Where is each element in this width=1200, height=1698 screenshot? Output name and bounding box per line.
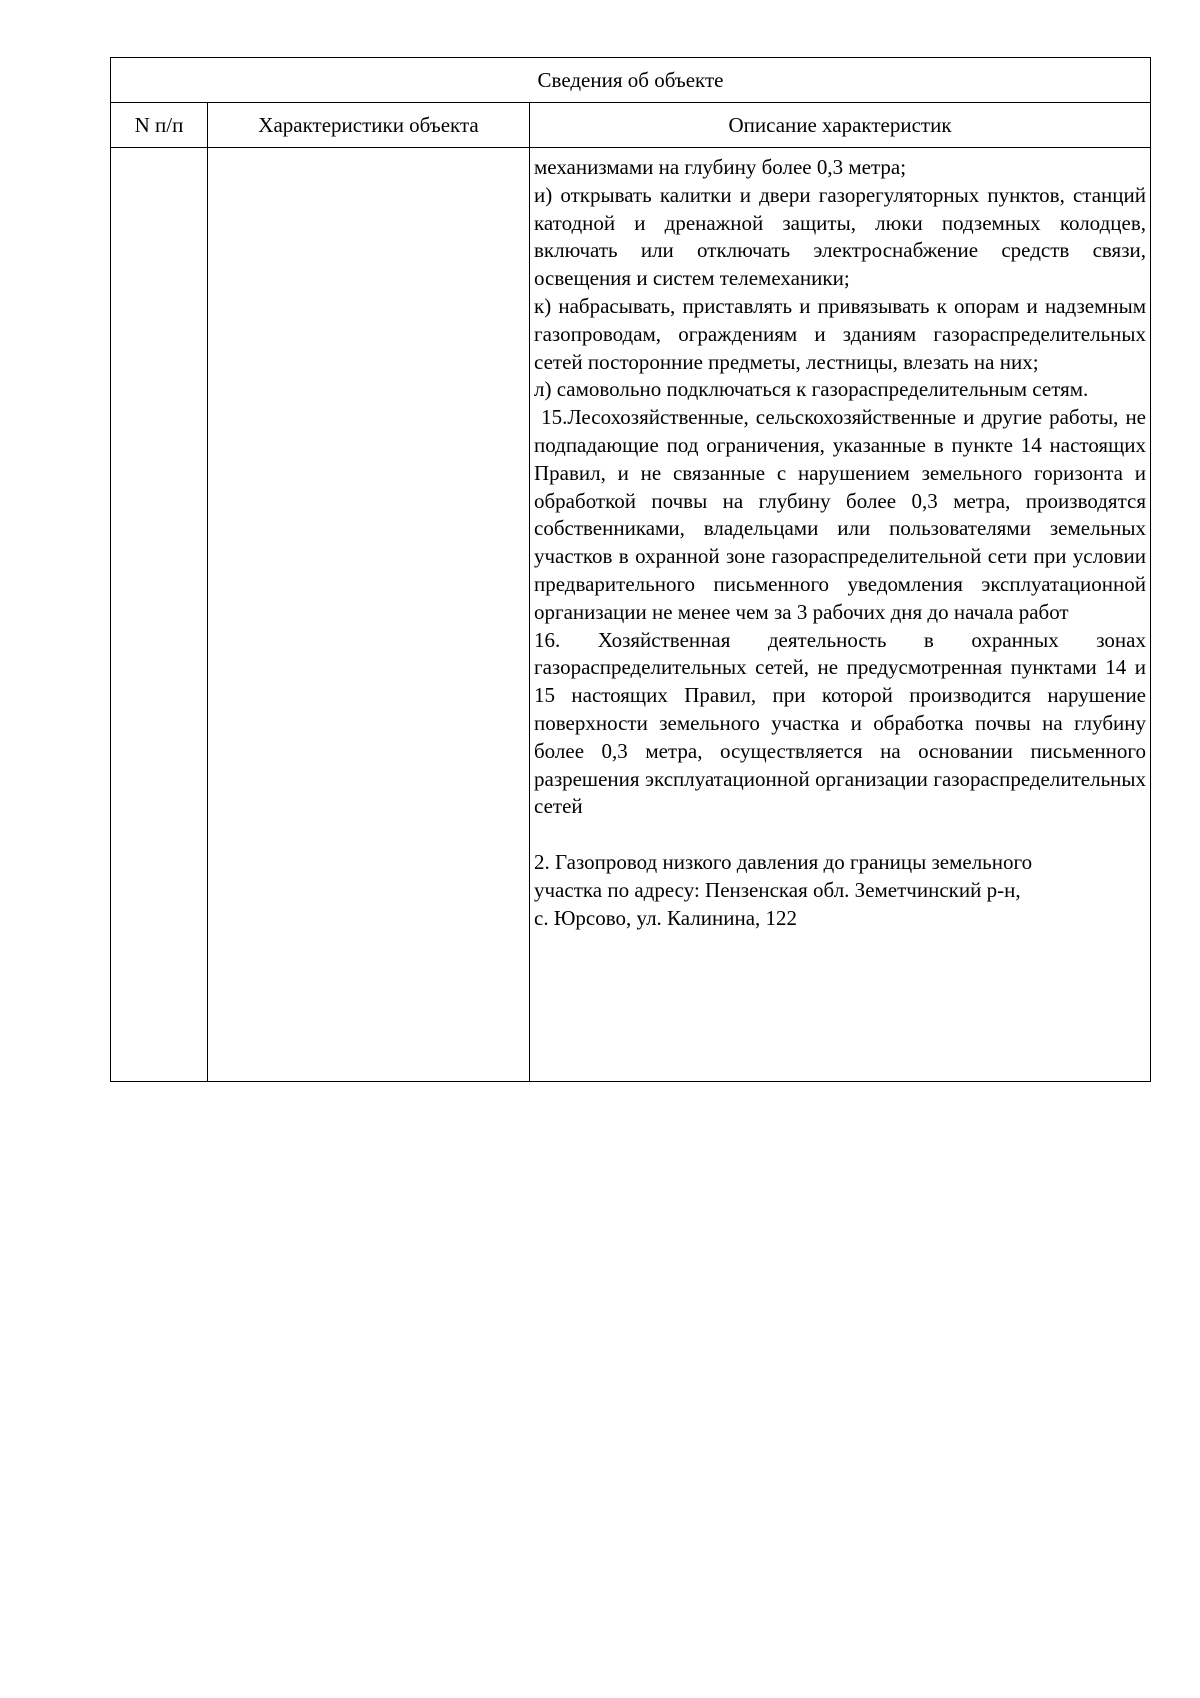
- spacer: [534, 821, 1146, 849]
- description-paragraph: и) открывать калитки и двери газорегуляторных пунктов, станций катодной и дренажной защиты, люки подземных колодцев, включать или отключать электроснабжение средств связи, освещения и систем телемеханики;: [534, 182, 1146, 291]
- description-paragraph: 16. Хозяйственная деятельность в охранных зонах газораспределительных сетей, не предусмотренная пунктами 14 и 15 настоящих Правил, при которой производится нарушение поверхности земельного участка и обработка почвы на глубину более 0,3 метра, осуществляется на основании письменного разрешения эксплуатационной организации газораспределительных сетей: [534, 627, 1146, 819]
- description-paragraph: механизмами на глубину более 0,3 метра;: [534, 155, 907, 179]
- header-characteristics: Характеристики объекта: [208, 103, 530, 148]
- num-cell: [111, 148, 208, 1082]
- object-info-table: [110, 57, 1151, 1082]
- description-cell: [530, 148, 1151, 1082]
- table-caption: Сведения об объекте: [111, 58, 1151, 103]
- header-description: Описание характеристик: [530, 103, 1151, 148]
- table-row: [111, 148, 1151, 1082]
- description-paragraph: 15.Лесохозяйственные, сельскохозяйственные и другие работы, не подпадающие под ограничения, указанные в пункте 14 настоящих Правил, и не связанные с нарушением земельного горизонта и обработкой почвы на глубину более 0,3 метра, производятся собственниками, владельцами или пользователями земельных участков в охранной зоне газораспределительной сети при условии предварительного письменного уведомления эксплуатационной организации не менее чем за 3 рабочих дня до начала работ: [534, 405, 1152, 624]
- address-line: с. Юрсово, ул. Калинина, 122: [534, 905, 798, 930]
- address-line: 2. Газопровод низкого давления до границы земельного: [534, 849, 1033, 874]
- description-paragraph: к) набрасывать, приставлять и привязывать к опорам и надземным газопроводам, ограждениям и зданиям газораспределительных сетей посторонние предметы, лестницы, влезать на них;: [534, 293, 1146, 374]
- header-row: [111, 103, 1151, 148]
- characteristics-cell: [208, 148, 530, 1082]
- description-paragraph: л) самовольно подключаться к газораспределительным сетям.: [534, 377, 1089, 402]
- address-line: участка по адресу: Пензенская обл. Земетчинский р-н,: [534, 877, 1021, 902]
- header-num: N п/п: [111, 103, 208, 148]
